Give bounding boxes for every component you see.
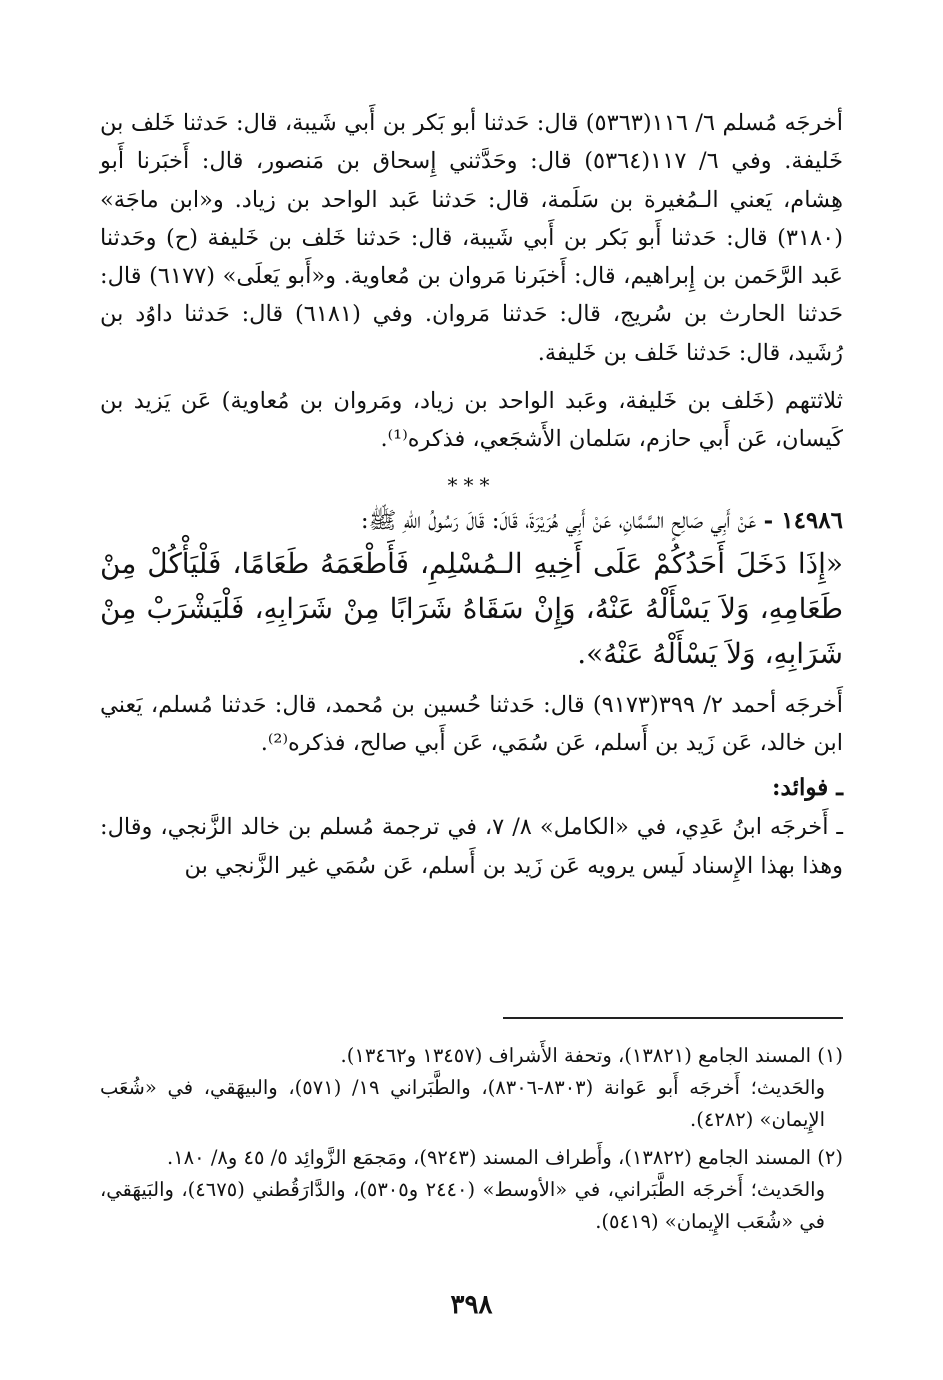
takhrij-paragraph-1: أخرجَه مُسلم ٦/ ١١٦(٥٣٦٣) قال: حَدثنا أبو بَكر بن أَبي شَيبة، قال: حَدثنا خَلف بن خَليفة. وفي ٦/ ١١٧(٥٣٦٤) قال: وحَدَّثني إِسحاق بن مَنصور، قال: أَخبَرنا أَبو هِشام، يَعني الـمُغيرة بن سَلَمة، قال: حَدثنا عَبد الواحد بن زياد. و«ابن ماجَة» (٣١٨٠) قال: حَدثنا أَبو بَكر بن أَبي شَيبة، قال: حَدثنا خَلف بن خَليفة (ح) وحَدثنا عَبد الرَّحَمن بن إِبراهيم، قال: أَخبَرنا مَروان بن مُعاوية. و«أَبو يَعلَى» (٦١٧٧) قال: حَدثنا الحارث بن سُريج، قال: حَدثنا مَروان. وفي (٦١٨١) قال: حَدثنا داوُد بن رُشَيد، قال: حَدثنا خَلف بن خَليفة. [100,110,843,366]
benefits-paragraph: ـ أَخرجَه ابنُ عَدِي، في «الكامل» ٨/ ٧، في ترجمة مُسلم بن خالد الزَّنجي، وقال: وهذا بهذا الإِسناد لَيس يرويه عَن زَيد بن أَسلم، عَن سُمَي غير الزَّنجي بن [100,814,843,879]
hadith-number: ١٤٩٨٦ - [763,506,843,534]
footnote-2-line-2: والحَديث؛ أَخرجَه الطَّبَراني، في «الأوسط» (٢٤٤٠ و٥٣٠٥)، والدَّارَقُطني (٤٦٧٥)، والبَيهَقي، في «شُعَب الإِيمان» (٥٤١٩). [100,1178,825,1233]
hadith-text: «إِذَا دَخَلَ أَحَدُكُمْ عَلَى أَخِيهِ الـمُسْلِمِ، فَأَطْعَمَهُ طَعَامًا، فَلْيَأْكُلْ مِنْ طَعَامِهِ، وَلاَ يَسْأَلْهُ عَنْهُ، وَإِنْ سَقَاهُ شَرَابًا مِنْ شَرَابِهِ، فَلْيَشْرَبْ مِنْ شَرَابِهِ، وَلاَ يَسْأَلْهُ عَنْهُ». [100,546,843,670]
page-number: ٣٩٨ [450,1290,493,1320]
footnote-1-line-1: (١) المسند الجامع (١٣٨٢١)، وتحفة الأَشراف (١٣٤٥٧ و١٣٤٦٢). [340,1044,843,1067]
takhrij-paragraph-3: أَخرجَه أحمد ٢/ ٣٩٩(٩١٧٣) قال: حَدثنا حُسين بن مُحمد، قال: حَدثنا مُسلم، يَعني ابن خالد، عَن زَيد بن أَسلم، عَن سُمَي، عَن أَبي صالح، فذكره⁽²⁾. [100,691,843,756]
takhrij-paragraph-2: ثلاثتهم (خَلف بن خَليفة، وعَبد الواحد بن زياد، ومَروان بن مُعاوية) عَن يَزيد بن كَيسان، عَن أَبي حازم، سَلمان الأَشجَعي، فذكره⁽¹⁾. [100,388,843,453]
footnote-1-line-2: والحَديث؛ أَخرجَه أَبو عَوانة (٨٣٠٣-٨٣٠٦)، والطَّبَراني ١٩/ (٥٧١)، والبيهَقي، في «شُعَب الإِيمان» (٤٢٨٢). [100,1076,826,1131]
footnotes [100,1040,843,1238]
hadith-chain: عَنْ أَبِي صَالِحٍ السَّمَّانِ، عَنْ أَبِي هُرَيْرَةَ، قَالَ: قَالَ رَسُولُ اللهِ ﷺ: [360,507,757,534]
benefits-heading: ـ فوائد: [772,774,843,802]
main-text [100,104,843,885]
hadith-header [100,501,843,541]
footnote-2-line-1: (٢) المسند الجامع (١٣٨٢٢)، وأَطراف المسند (٩٢٤٣)، ومَجمَع الزَّوائِد ٥/ ٤٥ و٨/ ١٨٠. [167,1146,843,1169]
footnote-divider [503,1017,843,1019]
section-separator: *** [447,472,496,497]
